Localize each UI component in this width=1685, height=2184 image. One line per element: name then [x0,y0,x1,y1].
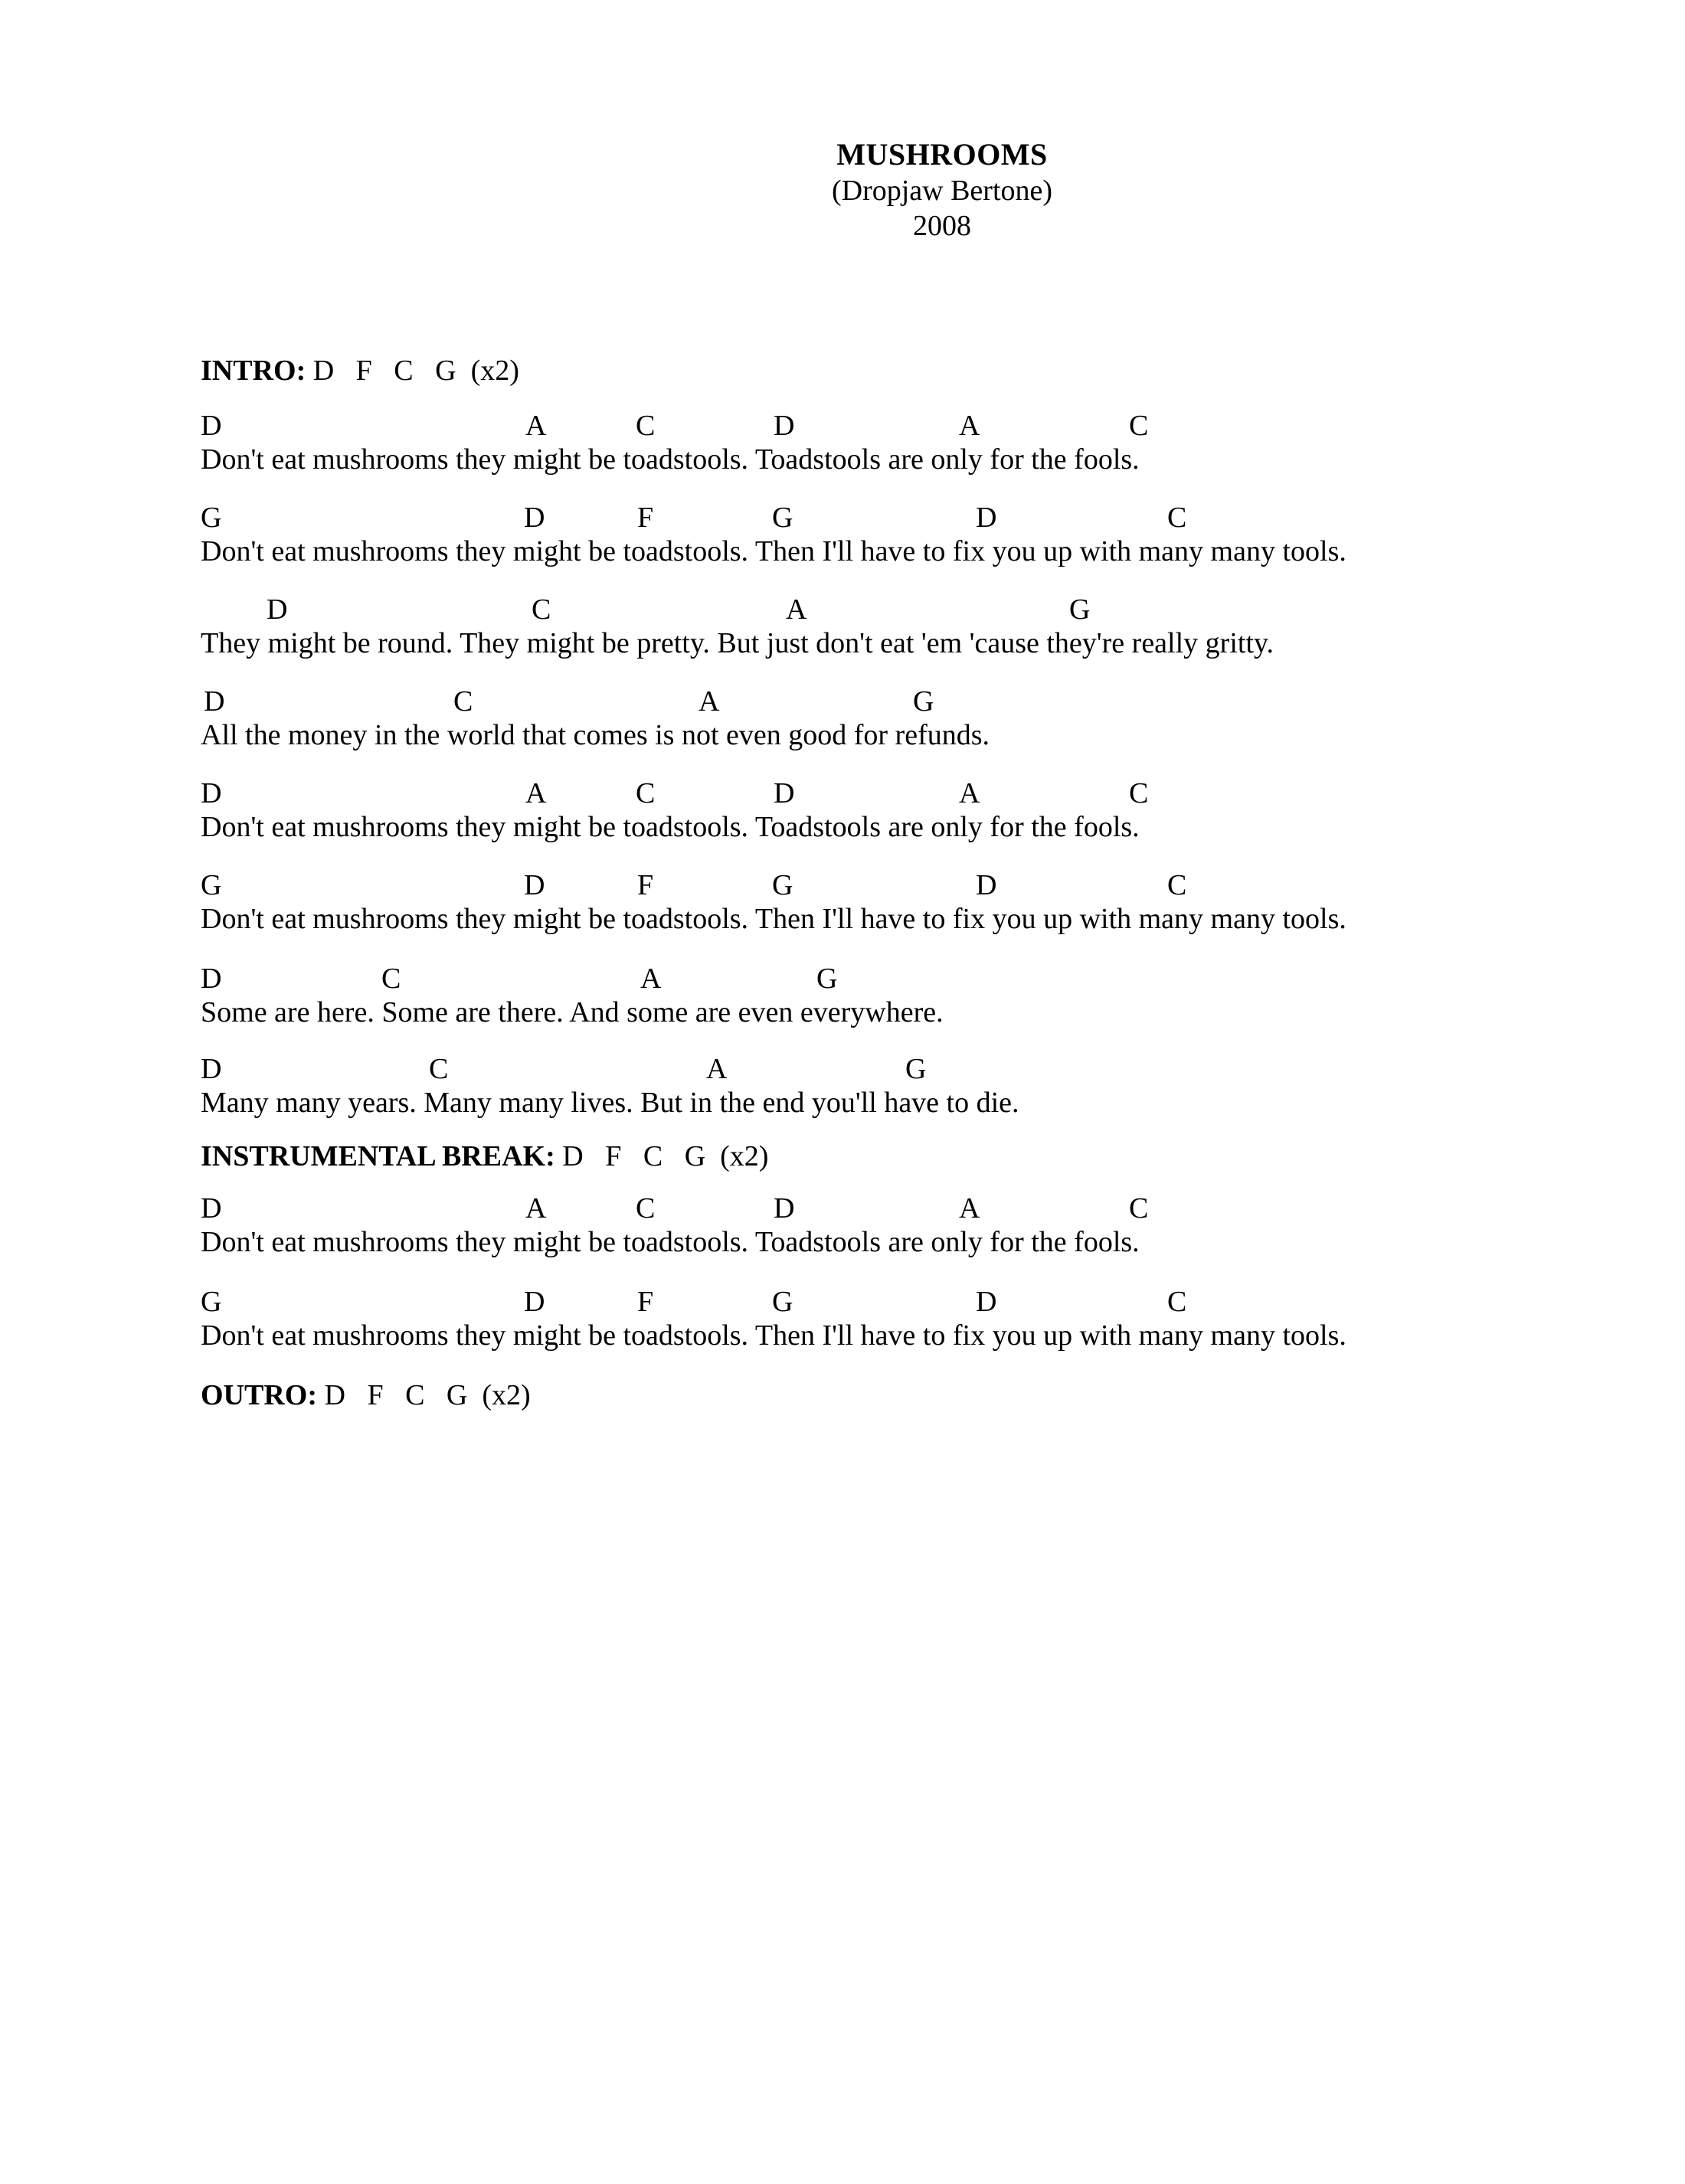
song-title: MUSHROOMS [836,137,1048,172]
outro-sequence: D F C G (x2) [317,1379,531,1411]
lyric-line: Some are here. Some are there. And some are even everywhere. [201,996,944,1028]
verse-block [201,1052,1656,1123]
verse-block [201,685,1656,755]
lyric-line: Don't eat mushrooms they might be toadstools. Then I'll have to fix you up with many many tools. [201,903,1346,935]
verse-block [201,501,1656,571]
verse-block [201,1192,1656,1262]
chord: C [429,1053,449,1085]
chord-row [201,501,1656,535]
chord: G [772,502,793,534]
chord: G [201,1286,222,1318]
verse-block [201,868,1656,939]
chord: G [905,1053,927,1085]
chord: D [201,777,222,809]
verse-block [201,409,1656,479]
chord: G [913,685,934,718]
chord: D [524,1286,545,1318]
chord: A [640,963,662,995]
chord: A [525,777,547,809]
chord: A [959,777,980,809]
chord-row [201,1285,1656,1319]
chord: G [772,1286,793,1318]
chord-row [201,1192,1656,1225]
chord: D [524,502,545,534]
chord: A [786,593,807,626]
chord: C [636,777,656,809]
instrumental-break-line [201,1139,768,1173]
chord: C [1129,410,1149,442]
chord: D [201,410,222,442]
chord: A [959,410,980,442]
chord: C [636,1192,656,1224]
chord: C [532,593,551,626]
chord: D [524,869,545,901]
chord: C [1167,1286,1187,1318]
chord: C [381,963,401,995]
chord: C [1129,777,1149,809]
verse-block [201,962,1656,1032]
chord: D [774,1192,795,1224]
chord: D [976,869,997,901]
lyric-line: Don't eat mushrooms they might be toadstools. Toadstools are only for the fools. [201,443,1140,476]
chord: A [525,410,547,442]
chord: F [637,1286,654,1318]
outro-line [201,1378,531,1412]
chord: D [774,777,795,809]
chord: A [706,1053,728,1085]
chord-row [201,962,1656,996]
lyric-line: Don't eat mushrooms they might be toadstools. Then I'll have to fix you up with many many tools. [201,535,1346,567]
chord: F [637,502,654,534]
chord: A [959,1192,980,1224]
verse-block [201,593,1656,663]
chord: C [1167,869,1187,901]
chord: D [201,1192,222,1224]
verse-block [201,776,1656,847]
chord-row [201,685,1656,718]
chord: G [1069,593,1091,626]
chord: D [204,685,225,718]
chord-row [201,868,1656,902]
chord: A [525,1192,547,1224]
chord: D [774,410,795,442]
outro-label: OUTRO: [201,1379,317,1411]
song-year: 2008 [913,210,971,242]
intro-label: INTRO: [201,355,306,387]
chord-row [201,1052,1656,1086]
song-artist: (Dropjaw Bertone) [831,175,1053,207]
chord-row [201,409,1656,443]
lyric-line: Don't eat mushrooms they might be toadstools. Then I'll have to fix you up with many many tools. [201,1319,1346,1352]
chord: G [772,869,793,901]
chord: G [816,963,838,995]
chord: D [201,1053,222,1085]
lyric-line: Don't eat mushrooms they might be toadstools. Toadstools are only for the fools. [201,811,1140,843]
chord: D [976,1286,997,1318]
lyric-line: Don't eat mushrooms they might be toadstools. Toadstools are only for the fools. [201,1226,1140,1258]
instrumental-break-label: INSTRUMENTAL BREAK: [201,1140,555,1172]
chord: C [636,410,656,442]
chord: D [201,963,222,995]
chord: C [1167,502,1187,534]
chord: F [637,869,654,901]
chord: D [267,593,288,626]
chord: A [699,685,720,718]
instrumental-break-sequence: D F C G (x2) [555,1140,769,1172]
chord: C [1129,1192,1149,1224]
song-header [766,136,1118,244]
chord-row [201,776,1656,810]
chord: G [201,502,222,534]
chord: C [453,685,473,718]
lyric-line: All the money in the world that comes is not even good for refunds. [201,719,990,751]
lyric-line: They might be round. They might be pretty. But just don't eat 'em 'cause they're really gritty. [201,627,1274,659]
intro-line [201,354,519,387]
verse-block [201,1285,1656,1355]
chord: G [201,869,222,901]
lyric-line: Many many years. Many many lives. But in the end you'll have to die. [201,1087,1019,1119]
intro-sequence: D F C G (x2) [306,355,519,387]
chord-row [201,593,1656,626]
chord: D [976,502,997,534]
